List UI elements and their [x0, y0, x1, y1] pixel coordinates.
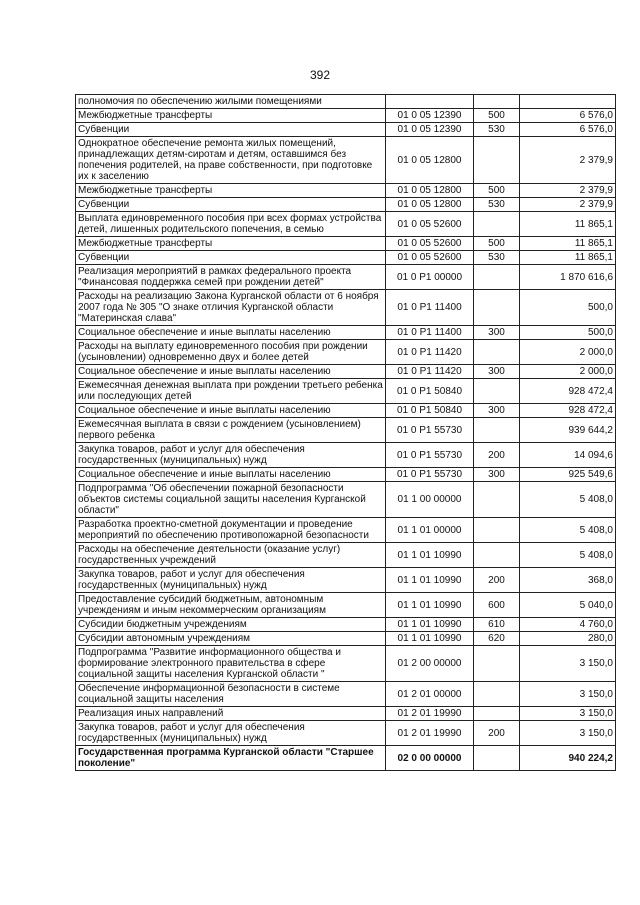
row-amount-cell: 3 150,0: [520, 682, 616, 707]
table-row: [76, 251, 616, 265]
row-kind-cell: 200: [474, 721, 520, 746]
row-name-cell: Субсидии бюджетным учреждениям: [76, 618, 386, 632]
row-amount-cell: 928 472,4: [520, 404, 616, 418]
row-kind-cell: [474, 340, 520, 365]
row-name-cell: Субвенции: [76, 123, 386, 137]
row-name-cell: Социальное обеспечение и иные выплаты населению: [76, 404, 386, 418]
table-row: [76, 365, 616, 379]
row-kind-cell: 300: [474, 326, 520, 340]
row-code-cell: 01 0 05 52600: [386, 237, 474, 251]
row-name-cell: Расходы на выплату единовременного пособия при рождении (усыновлении) одновременно двух и более детей: [76, 340, 386, 365]
row-amount-cell: 925 549,6: [520, 468, 616, 482]
row-amount-cell: 2 000,0: [520, 365, 616, 379]
row-name-cell: полномочия по обеспечению жилыми помещениями: [76, 95, 386, 109]
table-row: [76, 443, 616, 468]
row-name-cell: Социальное обеспечение и иные выплаты населению: [76, 365, 386, 379]
row-name-cell: Субвенции: [76, 251, 386, 265]
row-amount-cell: 939 644,2: [520, 418, 616, 443]
table-row: [76, 721, 616, 746]
row-code-cell: 02 0 00 00000: [386, 746, 474, 771]
row-code-cell: 01 0 P1 11420: [386, 340, 474, 365]
row-kind-cell: [474, 379, 520, 404]
row-amount-cell: 940 224,2: [520, 746, 616, 771]
row-code-cell: 01 0 05 12800: [386, 198, 474, 212]
row-code-cell: 01 0 05 52600: [386, 212, 474, 237]
row-kind-cell: [474, 746, 520, 771]
row-code-cell: 01 1 01 10990: [386, 543, 474, 568]
row-amount-cell: 5 408,0: [520, 518, 616, 543]
row-kind-cell: [474, 543, 520, 568]
row-name-cell: Закупка товаров, работ и услуг для обеспечения государственных (муниципальных) нужд: [76, 721, 386, 746]
row-amount-cell: 3 150,0: [520, 646, 616, 682]
row-amount-cell: 5 408,0: [520, 543, 616, 568]
row-kind-cell: [474, 518, 520, 543]
row-kind-cell: 300: [474, 468, 520, 482]
row-name-cell: Однократное обеспечение ремонта жилых помещений, принадлежащих детям-сиротам и детям, оставшимся без попечения родителей, на праве собственности, при подготовке их к заселению: [76, 137, 386, 184]
row-kind-cell: 200: [474, 568, 520, 593]
row-kind-cell: [474, 265, 520, 290]
row-code-cell: 01 1 01 10990: [386, 568, 474, 593]
row-name-cell: Закупка товаров, работ и услуг для обеспечения государственных (муниципальных) нужд: [76, 443, 386, 468]
table-row: [76, 468, 616, 482]
table-row: [76, 593, 616, 618]
row-code-cell: 01 0 P1 50840: [386, 379, 474, 404]
row-name-cell: Государственная программа Курганской области "Старшее поколение": [76, 746, 386, 771]
row-amount-cell: 1 870 616,6: [520, 265, 616, 290]
row-name-cell: Выплата единовременного пособия при всех формах устройства детей, лишенных родительского попечения, в семью: [76, 212, 386, 237]
row-amount-cell: 6 576,0: [520, 123, 616, 137]
row-code-cell: 01 0 05 52600: [386, 251, 474, 265]
row-kind-cell: 500: [474, 237, 520, 251]
table-row: [76, 379, 616, 404]
row-code-cell: 01 0 P1 55730: [386, 443, 474, 468]
row-code-cell: 01 1 01 00000: [386, 518, 474, 543]
row-code-cell: 01 1 01 10990: [386, 593, 474, 618]
row-code-cell: 01 1 00 00000: [386, 482, 474, 518]
row-amount-cell: 2 379,9: [520, 184, 616, 198]
table-row: [76, 340, 616, 365]
row-kind-cell: [474, 646, 520, 682]
row-amount-cell: 6 576,0: [520, 109, 616, 123]
row-kind-cell: 610: [474, 618, 520, 632]
row-kind-cell: 530: [474, 198, 520, 212]
budget-table: [75, 94, 616, 771]
row-amount-cell: 5 040,0: [520, 593, 616, 618]
row-kind-cell: 200: [474, 443, 520, 468]
table-row: [76, 682, 616, 707]
table-row: [76, 646, 616, 682]
table-row: [76, 632, 616, 646]
row-code-cell: 01 0 05 12800: [386, 137, 474, 184]
row-amount-cell: 500,0: [520, 326, 616, 340]
row-code-cell: 01 0 P1 50840: [386, 404, 474, 418]
row-kind-cell: [474, 95, 520, 109]
row-kind-cell: 500: [474, 184, 520, 198]
row-code-cell: 01 1 01 10990: [386, 618, 474, 632]
row-kind-cell: [474, 212, 520, 237]
row-kind-cell: [474, 137, 520, 184]
row-code-cell: 01 0 05 12800: [386, 184, 474, 198]
table-row: [76, 482, 616, 518]
row-kind-cell: 530: [474, 123, 520, 137]
row-kind-cell: 500: [474, 109, 520, 123]
table-row: [76, 746, 616, 771]
row-amount-cell: 2 000,0: [520, 340, 616, 365]
row-kind-cell: [474, 482, 520, 518]
row-amount-cell: 4 760,0: [520, 618, 616, 632]
table-row: [76, 212, 616, 237]
row-code-cell: [386, 95, 474, 109]
row-name-cell: Реализация мероприятий в рамках федерального проекта "Финансовая поддержка семей при рождении детей": [76, 265, 386, 290]
row-name-cell: Ежемесячная выплата в связи с рождением (усыновлением) первого ребенка: [76, 418, 386, 443]
row-amount-cell: 5 408,0: [520, 482, 616, 518]
budget-table-body: [76, 95, 616, 771]
table-row: [76, 95, 616, 109]
row-name-cell: Закупка товаров, работ и услуг для обеспечения государственных (муниципальных) нужд: [76, 568, 386, 593]
row-kind-cell: 300: [474, 365, 520, 379]
table-row: [76, 543, 616, 568]
row-code-cell: 01 0 P1 11420: [386, 365, 474, 379]
table-row: [76, 707, 616, 721]
row-amount-cell: 11 865,1: [520, 212, 616, 237]
table-row: [76, 237, 616, 251]
row-amount-cell: 3 150,0: [520, 721, 616, 746]
row-code-cell: 01 0 P1 11400: [386, 290, 474, 326]
row-kind-cell: 530: [474, 251, 520, 265]
row-name-cell: Предоставление субсидий бюджетным, автономным учреждениям и иным некоммерческим организациям: [76, 593, 386, 618]
row-amount-cell: 14 094,6: [520, 443, 616, 468]
table-row: [76, 618, 616, 632]
row-code-cell: 01 0 P1 55730: [386, 418, 474, 443]
row-amount-cell: 11 865,1: [520, 237, 616, 251]
row-name-cell: Обеспечение информационной безопасности в системе социальной защиты населения: [76, 682, 386, 707]
table-row: [76, 568, 616, 593]
row-code-cell: 01 0 P1 00000: [386, 265, 474, 290]
row-kind-cell: [474, 418, 520, 443]
row-name-cell: Ежемесячная денежная выплата при рождении третьего ребенка или последующих детей: [76, 379, 386, 404]
row-name-cell: Социальное обеспечение и иные выплаты населению: [76, 326, 386, 340]
table-row: [76, 109, 616, 123]
row-amount-cell: 500,0: [520, 290, 616, 326]
row-name-cell: Подпрограмма "Развитие информационного общества и формирование электронного правительства в сфере социальной защиты населения Курганской области ": [76, 646, 386, 682]
row-name-cell: Подпрограмма "Об обеспечении пожарной безопасности объектов системы социальной защиты населения Курганской области": [76, 482, 386, 518]
row-name-cell: Реализация иных направлений: [76, 707, 386, 721]
row-amount-cell: 368,0: [520, 568, 616, 593]
row-name-cell: Разработка проектно-сметной документации и проведение мероприятий по обеспечению противопожарной безопасности: [76, 518, 386, 543]
row-code-cell: 01 0 05 12390: [386, 109, 474, 123]
row-kind-cell: 600: [474, 593, 520, 618]
row-code-cell: 01 0 P1 55730: [386, 468, 474, 482]
row-name-cell: Расходы на обеспечение деятельности (оказание услуг) государственных учреждений: [76, 543, 386, 568]
table-row: [76, 265, 616, 290]
row-code-cell: 01 1 01 10990: [386, 632, 474, 646]
row-code-cell: 01 2 01 19990: [386, 707, 474, 721]
row-amount-cell: 11 865,1: [520, 251, 616, 265]
table-row: [76, 326, 616, 340]
table-row: [76, 123, 616, 137]
page-number: 392: [309, 68, 331, 82]
row-kind-cell: [474, 290, 520, 326]
row-amount-cell: [520, 95, 616, 109]
table-row: [76, 518, 616, 543]
row-name-cell: Субсидии автономным учреждениям: [76, 632, 386, 646]
row-code-cell: 01 2 01 19990: [386, 721, 474, 746]
row-kind-cell: 300: [474, 404, 520, 418]
row-kind-cell: [474, 707, 520, 721]
table-row: [76, 184, 616, 198]
row-amount-cell: 2 379,9: [520, 137, 616, 184]
row-amount-cell: 280,0: [520, 632, 616, 646]
row-code-cell: 01 2 00 00000: [386, 646, 474, 682]
table-row: [76, 198, 616, 212]
row-amount-cell: 3 150,0: [520, 707, 616, 721]
table-row: [76, 418, 616, 443]
row-name-cell: Межбюджетные трансферты: [76, 184, 386, 198]
row-code-cell: 01 0 P1 11400: [386, 326, 474, 340]
row-name-cell: Межбюджетные трансферты: [76, 109, 386, 123]
row-kind-cell: 620: [474, 632, 520, 646]
table-row: [76, 137, 616, 184]
row-name-cell: Расходы на реализацию Закона Курганской области от 6 ноября 2007 года № 305 "О знаке отличия Курганской области "Материнская слава": [76, 290, 386, 326]
row-kind-cell: [474, 682, 520, 707]
row-name-cell: Социальное обеспечение и иные выплаты населению: [76, 468, 386, 482]
row-code-cell: 01 2 01 00000: [386, 682, 474, 707]
row-name-cell: Межбюджетные трансферты: [76, 237, 386, 251]
table-row: [76, 404, 616, 418]
row-amount-cell: 928 472,4: [520, 379, 616, 404]
row-code-cell: 01 0 05 12390: [386, 123, 474, 137]
row-name-cell: Субвенции: [76, 198, 386, 212]
row-amount-cell: 2 379,9: [520, 198, 616, 212]
table-row: [76, 290, 616, 326]
